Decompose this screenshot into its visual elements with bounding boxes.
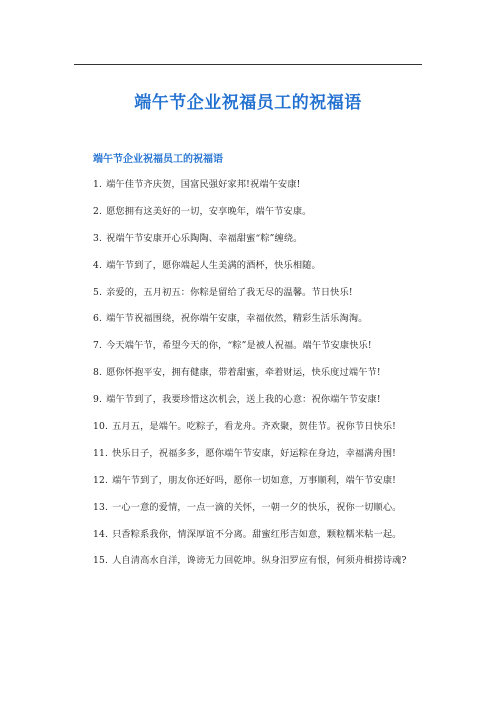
list-item-text: 一心一意的爱情，一点一滴的关怀，一朝一夕的快乐，祝你一切顺心。 [112,501,402,513]
list-item-number: 5. [93,286,103,298]
document-title: 端午节企业祝福员工的祝福语 [134,93,362,113]
list-item-text: 端午佳节齐庆贺，国富民强好家邦!祝端午安康! [106,179,301,190]
list-item-text: 亲爱的，五月初五：你粽是留给了我无尽的温馨。节日快乐! [106,286,353,298]
list-item-number: 10. [93,421,109,433]
list-item [93,447,423,474]
list-item [93,232,423,259]
list-item-number: 12. [93,474,109,486]
list-item-number: 8. [93,367,103,379]
list-item [93,366,423,393]
list-item-text: 愿你怀抱平安，拥有健康，带着甜蜜，牵着财运，快乐度过端午节! [106,367,381,379]
list-item [93,259,423,286]
list-item-text: 端午节祝福围绕，祝你端午安康，幸福依然，精彩生活乐淘淘。 [106,313,368,325]
list-item-number: 3. [93,232,103,244]
list-item-text: 只香粽系我你，情深厚谊不分离。甜蜜红彤吉如意，颗粒糯米粘一起。 [112,528,402,540]
list-item [93,554,423,581]
list-item-number: 1. [93,179,103,190]
list-item [93,501,423,528]
list-item-number: 4. [93,259,103,271]
wish-list [93,178,423,581]
list-item-text: 祝端午节安康开心乐陶陶、幸福甜蜜“粽”缠绕。 [106,232,303,244]
list-item [93,286,423,313]
list-item-text: 端午节到了，我要珍惜这次机会，送上我的心意：祝你端午节安康! [106,394,381,406]
list-item-number: 6. [93,313,103,325]
list-item-text: 快乐日子，祝福多多，愿你端午节安康，好运粽在身边，幸福满舟围! [112,447,397,459]
list-item-number: 13. [93,501,109,513]
list-item-number: 15. [93,555,109,567]
list-item-text: 人自清高水自洋，谗谤无力回乾坤。纵身汨罗应有恨，何须舟楫捞诗魂? [112,555,407,567]
section-heading: 端午节企业祝福员工的祝福语 [93,154,223,165]
list-item [93,205,423,232]
list-item-text: 五月五，是端午。吃粽子，看龙舟。齐欢聚，贺佳节。祝你节日快乐! [112,421,397,433]
list-item-text: 端午节到了，朋友你还好吗，愿你一切如意，万事顺利，端午节安康! [112,474,397,486]
list-item-number: 9. [93,394,103,406]
list-item [93,178,423,205]
header-rule [74,64,422,65]
list-item-text: 端午节到了，愿你端起人生美满的酒杯，快乐相随。 [106,259,321,271]
list-item-text: 今天端午节，希望今天的你，“粽”是被人祝福。端午节安康快乐! [106,340,372,352]
list-item [93,339,423,366]
list-item [93,474,423,501]
list-item-number: 14. [93,528,109,540]
list-item-text: 愿您拥有这美好的一切，安享晚年，端午节安康。 [106,205,312,217]
list-item [93,528,423,555]
list-item-number: 2. [93,205,103,217]
list-item [93,420,423,447]
list-item [93,393,423,420]
list-item-number: 11. [93,447,109,459]
list-item [93,312,423,339]
list-item-number: 7. [93,340,103,352]
